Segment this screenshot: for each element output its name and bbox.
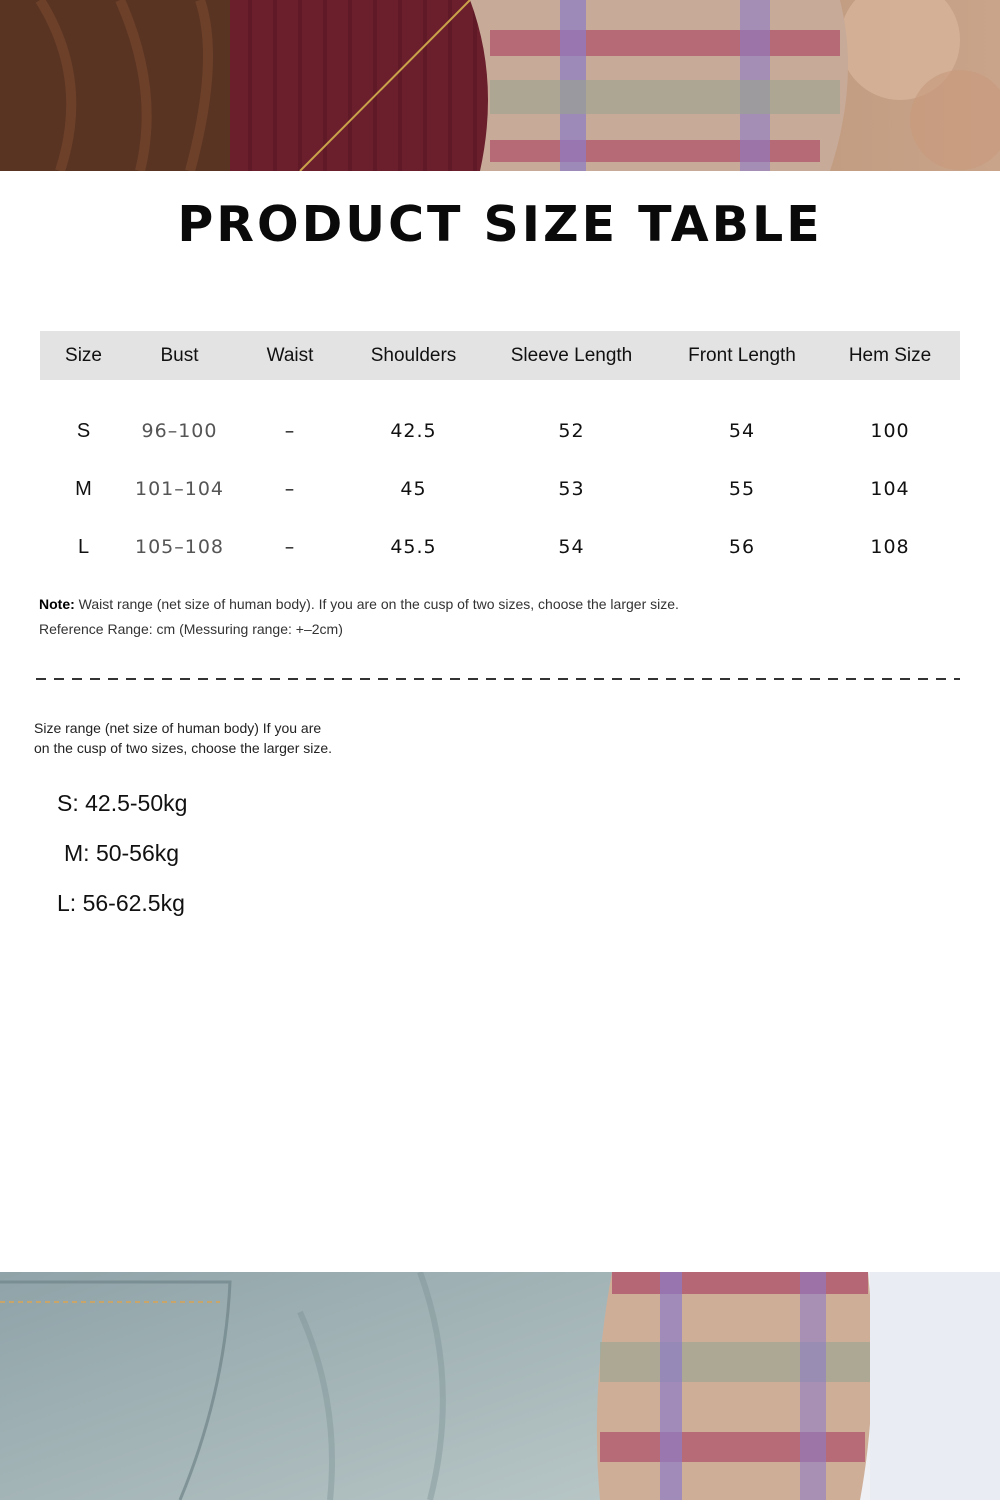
model-closeup-image	[0, 0, 1000, 171]
dashed-divider	[36, 678, 960, 680]
cell-shoulders: 42.5	[390, 420, 437, 442]
col-header-shoulders: Shoulders	[348, 331, 479, 380]
cell-shoulders: 45.5	[390, 536, 437, 558]
col-header-waist: Waist	[232, 331, 348, 380]
cell-sleeve-length: 52	[558, 420, 585, 442]
table-row	[40, 402, 960, 460]
page-title: PRODUCT SIZE TABLE	[177, 196, 823, 253]
reference-range-note: Reference Range: cm (Messuring range: +–2cm)	[39, 621, 343, 637]
cell-waist: –	[284, 536, 296, 558]
size-table	[40, 331, 960, 576]
cell-shoulders: 45	[400, 478, 427, 500]
cell-size: M	[75, 477, 92, 500]
cell-hem-size: 100	[870, 420, 910, 442]
cell-size: S	[76, 419, 91, 442]
size-range-text	[34, 718, 374, 758]
note-label: Note:	[39, 596, 75, 612]
cell-front-length: 54	[728, 420, 756, 442]
size-range-line-2: on the cusp of two sizes, choose the larger size.	[34, 740, 333, 756]
cell-sleeve-length: 53	[558, 478, 585, 500]
weight-range-m: M: 50-56kg	[64, 840, 180, 866]
col-header-size: Size	[40, 331, 127, 380]
cell-size: L	[77, 535, 90, 558]
cell-hem-size: 108	[870, 536, 910, 558]
table-spacer	[40, 380, 960, 402]
weight-range-l: L: 56-62.5kg	[57, 890, 185, 916]
cell-front-length: 55	[728, 478, 756, 500]
spacer-cell	[40, 380, 960, 402]
cell-bust: 101–104	[134, 478, 225, 500]
col-header-sleeve-length: Sleeve Length	[479, 331, 664, 380]
note-text: Waist range (net size of human body). If you are on the cusp of two sizes, choose the larger size.	[74, 596, 679, 612]
col-header-hem-size: Hem Size	[820, 331, 960, 380]
table-header-row	[40, 331, 960, 380]
cell-bust: 105–108	[134, 536, 225, 558]
cell-hem-size: 104	[870, 478, 910, 500]
cell-sleeve-length: 54	[558, 536, 585, 558]
size-note	[39, 596, 679, 612]
weight-range-s: S: 42.5-50kg	[57, 790, 188, 816]
col-header-bust: Bust	[127, 331, 232, 380]
table-row	[40, 518, 960, 576]
table-row	[40, 460, 960, 518]
cell-bust: 96–100	[141, 420, 218, 442]
cell-front-length: 56	[728, 536, 756, 558]
cell-waist: –	[284, 478, 296, 500]
bottom-product-photo	[0, 1272, 1000, 1500]
col-header-front-length: Front Length	[664, 331, 820, 380]
top-product-photo	[0, 0, 1000, 171]
jeans-and-sleeve-image	[0, 1272, 1000, 1500]
cell-waist: –	[284, 420, 296, 442]
size-range-line-1: Size range (net size of human body) If you are	[34, 720, 322, 736]
